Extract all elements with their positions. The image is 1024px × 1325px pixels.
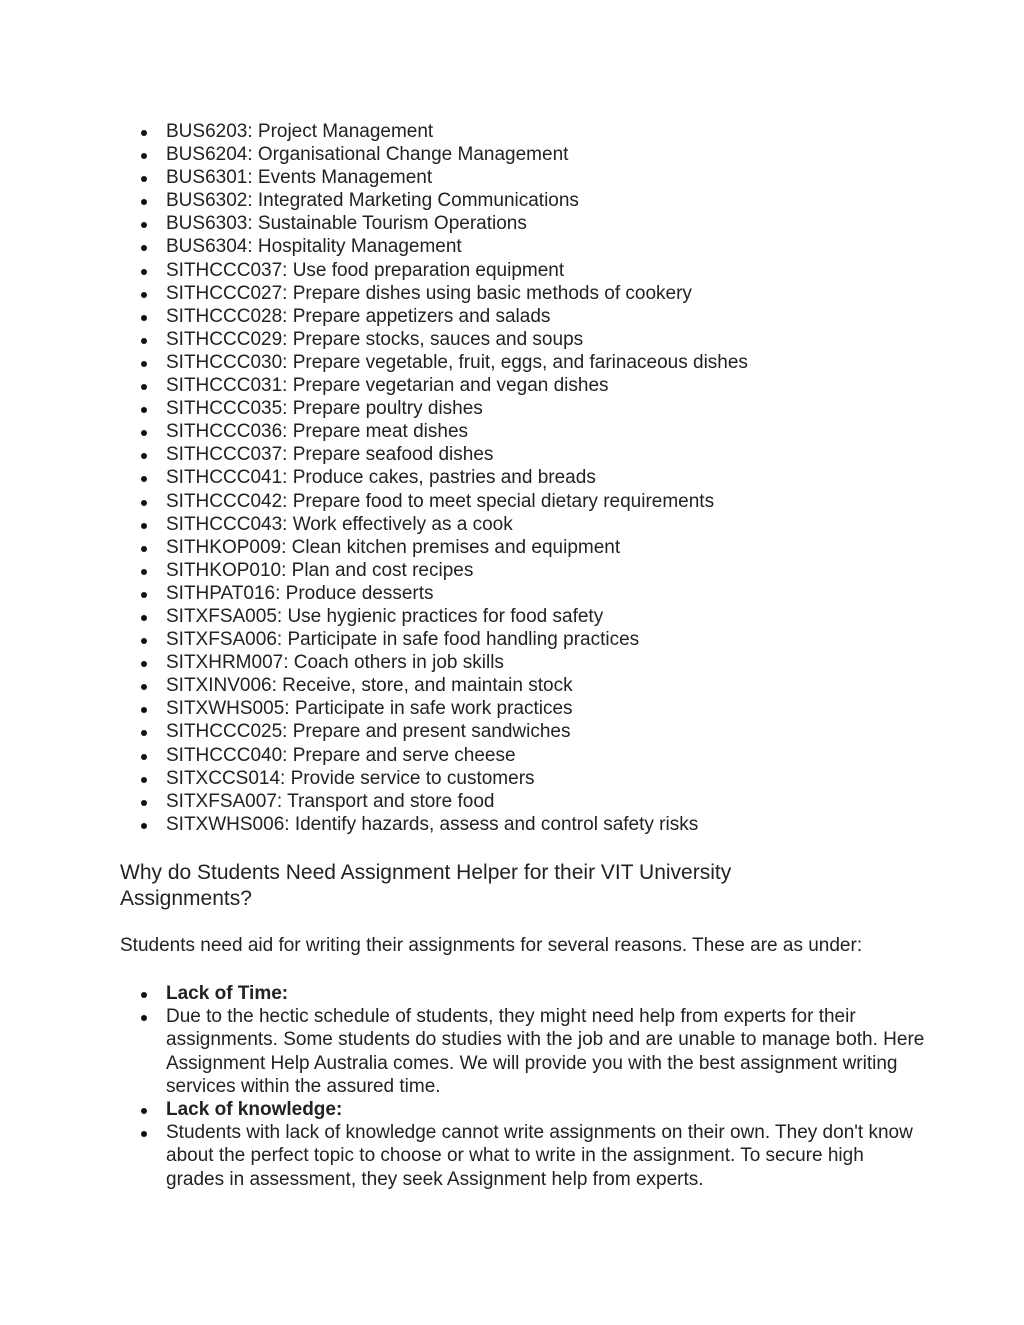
- bullet-icon: [141, 638, 147, 644]
- course-list-item: [166, 536, 926, 559]
- course-text: SITHCCC028: Prepare appetizers and salads: [166, 305, 551, 327]
- course-text: SITHCCC030: Prepare vegetable, fruit, eggs, and farinaceous dishes: [166, 351, 748, 373]
- course-list-item: [166, 559, 926, 582]
- course-text: SITHCCC035: Prepare poultry dishes: [166, 398, 483, 420]
- course-text: SITHCCC040: Prepare and serve cheese: [166, 744, 516, 766]
- bullet-icon: [141, 500, 147, 506]
- course-text: SITHKOP009: Clean kitchen premises and equipment: [166, 536, 621, 558]
- course-list-item: [166, 697, 926, 720]
- course-list-item: [166, 813, 926, 836]
- course-list-item: [166, 582, 926, 605]
- bullet-icon: [141, 199, 147, 205]
- course-list-item: [166, 420, 926, 443]
- course-text: BUS6203: Project Management: [166, 121, 434, 142]
- course-list-item: [166, 374, 926, 397]
- course-list-item: [166, 674, 926, 697]
- bullet-icon: [141, 1108, 147, 1114]
- bullet-icon: [141, 707, 147, 713]
- course-list-item: [166, 305, 926, 328]
- bullet-icon: [141, 176, 147, 182]
- reason-text: Lack of knowledge:: [166, 1099, 343, 1121]
- course-list-item: [166, 605, 926, 628]
- course-list-item: [166, 259, 926, 282]
- course-text: SITXFSA005: Use hygienic practices for food safety: [166, 605, 604, 627]
- course-text: SITHCCC037: Use food preparation equipment: [166, 259, 565, 281]
- bullet-icon: [141, 569, 147, 575]
- bullet-icon: [141, 269, 147, 275]
- bullet-icon: [141, 430, 147, 436]
- bullet-icon: [141, 615, 147, 621]
- course-text: SITHCCC042: Prepare food to meet special dietary requirements: [166, 490, 715, 512]
- bullet-icon: [141, 153, 147, 159]
- course-text: SITHCCC037: Prepare seafood dishes: [166, 444, 494, 466]
- course-text: SITXCCS014: Provide service to customers: [166, 767, 535, 789]
- bullet-icon: [141, 407, 147, 413]
- course-text: SITXWHS005: Participate in safe work practices: [166, 698, 573, 720]
- course-list-item: [166, 235, 926, 258]
- bullet-icon: [141, 800, 147, 806]
- bullet-icon: [141, 292, 147, 298]
- course-text: SITHCCC036: Prepare meat dishes: [166, 421, 469, 443]
- reason-text: Due to the hectic schedule of students, they might need help from experts for their assignments. Some students do studies with the job and are unable to manage both. Here Assignment Help Australia comes. We will provide you with the best assignment writing services within the assured time.: [166, 1006, 925, 1097]
- course-list-item: [166, 166, 926, 189]
- course-text: SITHCCC031: Prepare vegetarian and vegan dishes: [166, 375, 609, 397]
- course-list-item: [166, 720, 926, 743]
- bullet-icon: [141, 361, 147, 367]
- course-list-item: [166, 443, 926, 466]
- section-intro: Students need aid for writing their assignments for several reasons. These are as under:: [120, 935, 863, 956]
- reason-text: Lack of Time:: [166, 983, 289, 1004]
- reason-title: [166, 982, 926, 1005]
- course-text: BUS6303: Sustainable Tourism Operations: [166, 213, 527, 235]
- course-text: SITXWHS006: Identify hazards, assess and control safety risks: [166, 813, 699, 835]
- course-list-item: [166, 628, 926, 651]
- course-text: SITXFSA006: Participate in safe food handling practices: [166, 629, 640, 651]
- course-list-item: [166, 328, 926, 351]
- course-text: SITHCCC041: Produce cakes, pastries and breads: [166, 467, 596, 489]
- course-text: BUS6304: Hospitality Management: [166, 236, 462, 258]
- course-text: SITXINV006: Receive, store, and maintain stock: [166, 675, 573, 697]
- course-list-item: [166, 490, 926, 513]
- course-text: SITXFSA007: Transport and store food: [166, 790, 495, 812]
- reason-description: [166, 1005, 926, 1098]
- bullet-icon: [141, 823, 147, 829]
- course-text: BUS6302: Integrated Marketing Communications: [166, 190, 579, 212]
- course-text: SITHPAT016: Produce desserts: [166, 582, 434, 604]
- course-text: SITHCCC043: Work effectively as a cook: [166, 513, 513, 535]
- course-text: BUS6301: Events Management: [166, 167, 433, 189]
- course-list-item: [166, 397, 926, 420]
- course-list-item: [166, 120, 926, 143]
- course-text: SITHCCC029: Prepare stocks, sauces and soups: [166, 328, 584, 350]
- course-text: SITHCCC025: Prepare and present sandwiches: [166, 721, 571, 743]
- course-list-item: [166, 143, 926, 166]
- reason-text: Students with lack of knowledge cannot write assignments on their own. They don't know about the perfect topic to choose or what to write in the assignment. To secure high grades in assessment, they seek Assignment help from experts.: [166, 1122, 913, 1190]
- course-list-item: [166, 651, 926, 674]
- course-text: SITHCCC027: Prepare dishes using basic methods of cookery: [166, 282, 692, 304]
- bullet-icon: [141, 684, 147, 690]
- course-text: SITHKOP010: Plan and cost recipes: [166, 559, 474, 581]
- bullet-icon: [141, 1131, 147, 1137]
- bullet-icon: [141, 546, 147, 552]
- course-list-item: [166, 767, 926, 790]
- bullet-icon: [141, 338, 147, 344]
- bullet-icon: [141, 523, 147, 529]
- section-heading: Why do Students Need Assignment Helper for their VIT University Assignments?: [120, 861, 732, 910]
- reason-description: [166, 1121, 926, 1191]
- bullet-icon: [141, 245, 147, 251]
- bullet-icon: [141, 476, 147, 482]
- bullet-icon: [141, 130, 147, 136]
- bullet-icon: [141, 777, 147, 783]
- bullet-icon: [141, 315, 147, 321]
- bullet-icon: [141, 384, 147, 390]
- bullet-icon: [141, 992, 147, 998]
- course-list: [166, 120, 926, 836]
- bullet-icon: [141, 661, 147, 667]
- course-list-item: [166, 513, 926, 536]
- bullet-icon: [141, 730, 147, 736]
- course-list-item: [166, 744, 926, 767]
- course-text: SITXHRM007: Coach others in job skills: [166, 652, 504, 674]
- reason-title: [166, 1098, 926, 1121]
- course-list-item: [166, 189, 926, 212]
- bullet-icon: [141, 1015, 147, 1021]
- bullet-icon: [141, 222, 147, 228]
- bullet-icon: [141, 592, 147, 598]
- reasons-list: [166, 982, 926, 1191]
- course-list-item: [166, 212, 926, 235]
- course-list-item: [166, 790, 926, 813]
- course-text: BUS6204: Organisational Change Management: [166, 144, 569, 166]
- course-list-item: [166, 351, 926, 374]
- course-list-item: [166, 466, 926, 489]
- bullet-icon: [141, 754, 147, 760]
- bullet-icon: [141, 453, 147, 459]
- course-list-item: [166, 282, 926, 305]
